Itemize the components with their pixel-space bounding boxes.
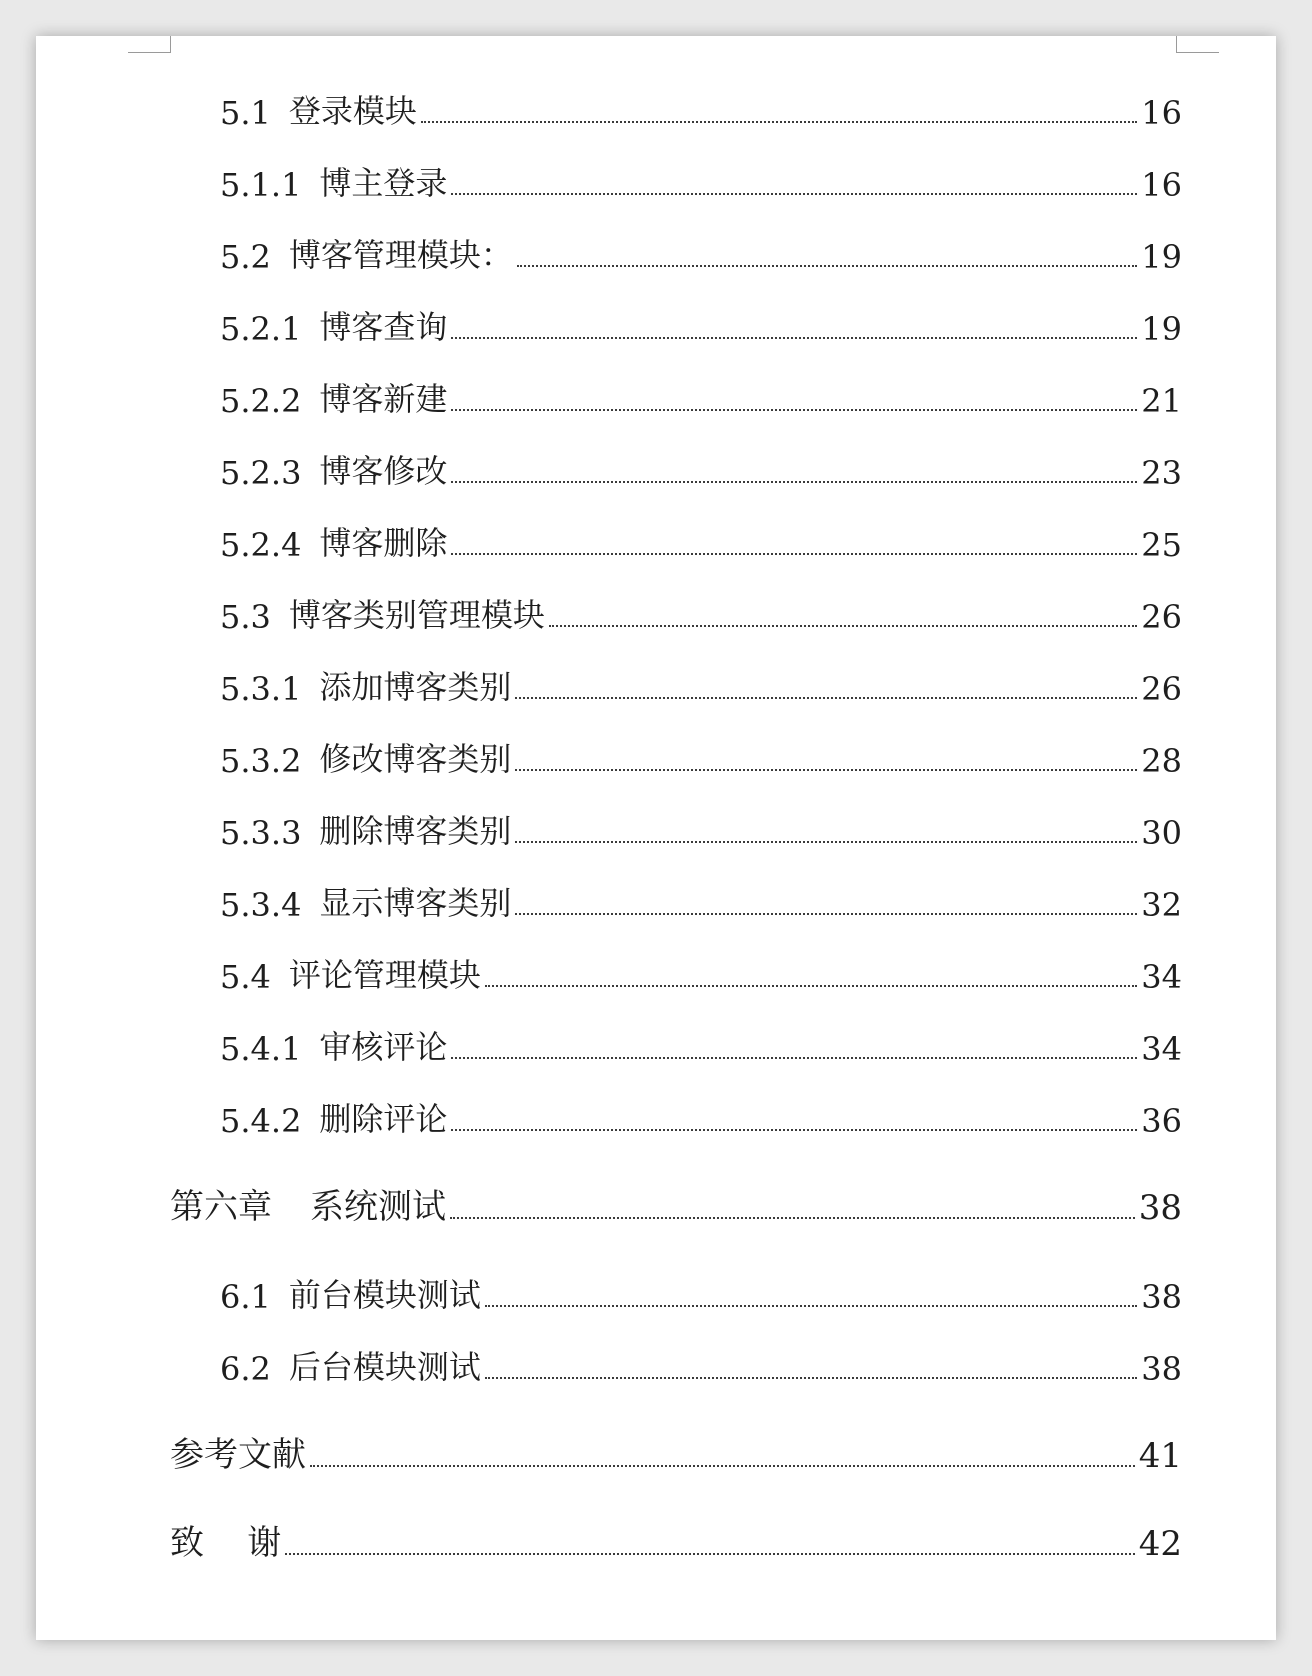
toc-entry-page: 32 (1141, 886, 1182, 924)
toc-entry-title: 参考文献 (170, 1435, 306, 1475)
toc-entry-number: 5.1 (220, 94, 271, 132)
toc-entry-title: 博客类别管理模块 (288, 596, 545, 634)
toc-entry-6-2[interactable] (220, 1348, 1182, 1388)
toc-entry-5-2-1[interactable] (220, 308, 1182, 348)
toc-entry-title: 致 谢 (170, 1523, 282, 1563)
toc-dot-leader (515, 841, 1137, 843)
toc-entry-number: 5.3.2 (220, 742, 302, 780)
toc-entry-5-3-4[interactable] (220, 884, 1182, 924)
toc-dot-leader (310, 1465, 1135, 1467)
toc-dot-leader (451, 409, 1137, 411)
toc-entry-5-2-4[interactable] (220, 524, 1182, 564)
toc-entry-page: 19 (1141, 310, 1182, 348)
toc-dot-leader (451, 193, 1137, 195)
crop-mark-top-left (128, 36, 171, 53)
toc-entry-number: 5.2.2 (220, 382, 302, 420)
toc-entry-5-4-2[interactable] (220, 1100, 1182, 1140)
toc-dot-leader (515, 697, 1137, 699)
toc-entry-5-2-2[interactable] (220, 380, 1182, 420)
toc-dot-leader (451, 1057, 1137, 1059)
toc-entry-page: 26 (1141, 670, 1182, 708)
toc-entry-5-1[interactable] (220, 92, 1182, 132)
toc-entry-page: 38 (1141, 1278, 1182, 1316)
toc-dot-leader (285, 1553, 1135, 1555)
toc-entry-page: 21 (1141, 382, 1182, 420)
toc-entry-number: 5.2.1 (220, 310, 302, 348)
toc-entry-6-1[interactable] (220, 1276, 1182, 1316)
toc-dot-leader (517, 265, 1137, 267)
toc-entry-number: 5.2.3 (220, 454, 302, 492)
toc-entry-title: 前台模块测试 (288, 1276, 481, 1314)
toc-entry-page: 25 (1141, 526, 1182, 564)
toc-entry-title: 审核评论 (319, 1028, 448, 1066)
toc-entry-page: 26 (1141, 598, 1182, 636)
toc-entry-page: 34 (1141, 1030, 1182, 1068)
toc-entry-5-3-1[interactable] (220, 668, 1182, 708)
toc-dot-leader (549, 625, 1137, 627)
toc-entry-page: 23 (1141, 454, 1182, 492)
toc-dot-leader (485, 1377, 1137, 1379)
toc-entry-5-3-3[interactable] (220, 812, 1182, 852)
toc-entry-number: 5.3.4 (220, 886, 302, 924)
toc-entry-page: 38 (1141, 1350, 1182, 1388)
toc-entry-title: 博客修改 (319, 452, 448, 490)
toc-dot-leader (451, 337, 1137, 339)
toc-dot-leader (451, 481, 1137, 483)
toc-entry-5-2[interactable] (220, 236, 1182, 276)
toc-entry-number: 5.2 (220, 238, 271, 276)
toc-entry-number: 5.4 (220, 958, 271, 996)
toc-entry-page: 38 (1138, 1188, 1182, 1228)
toc-entry-number: 5.4.2 (220, 1102, 302, 1140)
toc-entry-chapter-6[interactable] (170, 1188, 1182, 1228)
toc-entry-5-4[interactable] (220, 956, 1182, 996)
toc-dot-leader (515, 913, 1137, 915)
toc-entry-page: 30 (1141, 814, 1182, 852)
toc-entry-references[interactable] (170, 1436, 1182, 1476)
toc-entry-title: 系统测试 (310, 1187, 446, 1227)
toc-entry-number: 5.3.1 (220, 670, 302, 708)
toc-dot-leader (421, 121, 1137, 123)
toc-entry-title: 博客查询 (319, 308, 448, 346)
toc-entry-5-4-1[interactable] (220, 1028, 1182, 1068)
toc-dot-leader (485, 985, 1137, 987)
toc-entry-title: 修改博客类别 (319, 740, 512, 778)
toc-entry-page: 42 (1138, 1524, 1182, 1564)
toc-entry-title: 删除博客类别 (319, 812, 512, 850)
toc-entry-number: 第六章 (170, 1187, 272, 1227)
toc-entry-5-3-2[interactable] (220, 740, 1182, 780)
toc-entry-title: 登录模块 (288, 92, 417, 130)
toc-entry-title: 博主登录 (319, 164, 448, 202)
toc-entry-number: 6.2 (220, 1350, 271, 1388)
toc-dot-leader (485, 1305, 1137, 1307)
toc-entry-number: 5.1.1 (220, 166, 302, 204)
toc-dot-leader (450, 1217, 1135, 1219)
toc-entry-title: 博客新建 (319, 380, 448, 418)
toc-entry-page: 36 (1141, 1102, 1182, 1140)
toc-entry-5-3[interactable] (220, 596, 1182, 636)
toc-dot-leader (515, 769, 1137, 771)
document-page (36, 36, 1276, 1640)
toc-entry-page: 16 (1141, 166, 1182, 204)
toc-entry-page: 34 (1141, 958, 1182, 996)
toc-dot-leader (451, 553, 1137, 555)
toc-entry-title: 添加博客类别 (319, 668, 512, 706)
crop-mark-top-right (1176, 36, 1219, 53)
toc-entry-5-2-3[interactable] (220, 452, 1182, 492)
toc-entry-title: 删除评论 (319, 1100, 448, 1138)
toc-entry-number: 5.4.1 (220, 1030, 302, 1068)
toc-dot-leader (451, 1129, 1137, 1131)
toc-entry-5-1-1[interactable] (220, 164, 1182, 204)
toc-entry-title: 评论管理模块 (288, 956, 481, 994)
toc-entry-number: 5.3 (220, 598, 271, 636)
toc-entry-page: 16 (1141, 94, 1182, 132)
toc-entry-title: 博客管理模块： (288, 236, 513, 274)
toc-entry-acknowledgements[interactable] (170, 1524, 1182, 1564)
toc-entry-number: 5.2.4 (220, 526, 302, 564)
toc-entry-page: 41 (1138, 1436, 1182, 1476)
toc-entry-page: 19 (1141, 238, 1182, 276)
toc-entry-title: 后台模块测试 (288, 1348, 481, 1386)
toc-entry-title: 显示博客类别 (319, 884, 512, 922)
toc-entry-page: 28 (1141, 742, 1182, 780)
toc-entry-number: 5.3.3 (220, 814, 302, 852)
toc-entry-title: 博客删除 (319, 524, 448, 562)
toc-entry-number: 6.1 (220, 1278, 271, 1316)
